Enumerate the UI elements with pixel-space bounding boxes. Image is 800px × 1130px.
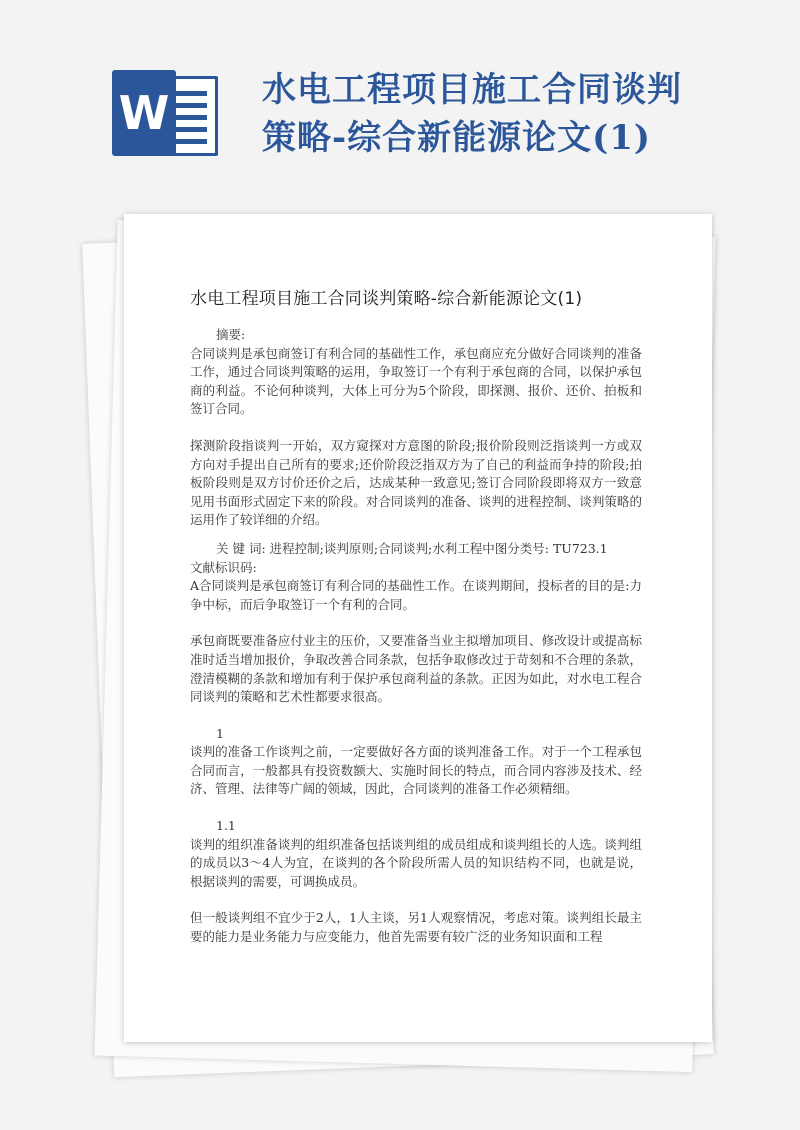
paragraph: 但一般谈判组不宜少于2人，1人主谈，另1人观察情况，考虑对策。谈判组长最主要的能力是业务能力与应变能力，他首先需要有较广泛的业务知识面和工程 [190,910,642,945]
page-title: 水电工程项目施工合同谈判策略-综合新能源论文(1) [262,70,682,158]
paragraph: 承包商既要准备应付业主的压价，又要准备当业主拟增加项目、修改设计或提高标准时适当增加报价，争取改善合同条款，包括争取修改过于苛刻和不合理的条款，澄清模糊的条款和增加有利于保护承包商利益的条款。正因为如此，对水电工程合同谈判的策略和艺术性都要求很高。 [190,633,642,705]
document-body [190,326,642,947]
paragraph: 谈判的组织准备谈判的组织准备包括谈判组的成员组成和谈判组长的人选。谈判组的成员以3～4人为宜，在谈判的各个阶段所需人员的知识结构不同，也就是说，根据谈判的需要，可调换成员。 [190,836,642,889]
word-badge: W [112,70,176,156]
word-document-icon [112,70,216,156]
abstract-label: 摘要: [216,327,246,342]
document-page [124,214,712,1042]
document-title: 水电工程项目施工合同谈判策略-综合新能源论文(1) [190,289,583,309]
paragraph: 谈判的准备工作谈判之前，一定要做好各方面的谈判准备工作。对于一个工程承包合同而言，一般都具有投资数额大、实施时间长的特点，而合同内容涉及技术、经济、管理、法律等广阔的领域，因此，合同谈判的准备工作必须精细。 [190,744,642,797]
page-header [0,0,800,210]
document-code-label: 文献标识码: [190,559,257,575]
paragraph: 合同谈判是承包商签订有利合同的基础性工作，承包商应充分做好合同谈判的准备工作，通过合同谈判策略的运用，争取签订一个有利于承包商的合同，以保护承包商的利益。不论何种谈判，大体上可分为5个阶段，即探测、报价、还价、拍板和签订合同。 [190,345,642,417]
paragraph: A合同谈判是承包商签订有利合同的基础性工作。在谈判期间，投标者的目的是:力争中标，而后争取签订一个有利的合同。 [190,578,642,612]
keywords: 关 键 词: 进程控制;谈判原则;合同谈判;水利工程中图分类号: TU723.1 [216,540,608,556]
section-number: 1.1 [216,818,236,834]
paragraph: 探测阶段指谈判一开始，双方窥探对方意图的阶段;报价阶段则泛指谈判一方或双方向对手提出自己所有的要求;还价阶段泛指双方为了自己的利益而争持的阶段;拍板阶段则是双方讨价还价之后，达成某种一致意见;签订合同阶段即将双方一致意见用书面形式固定下来的阶段。对合同谈判的准备、谈判的进程控制、谈判策略的运用作了较详细的介绍。 [190,437,642,528]
section-number: 1 [216,725,224,741]
